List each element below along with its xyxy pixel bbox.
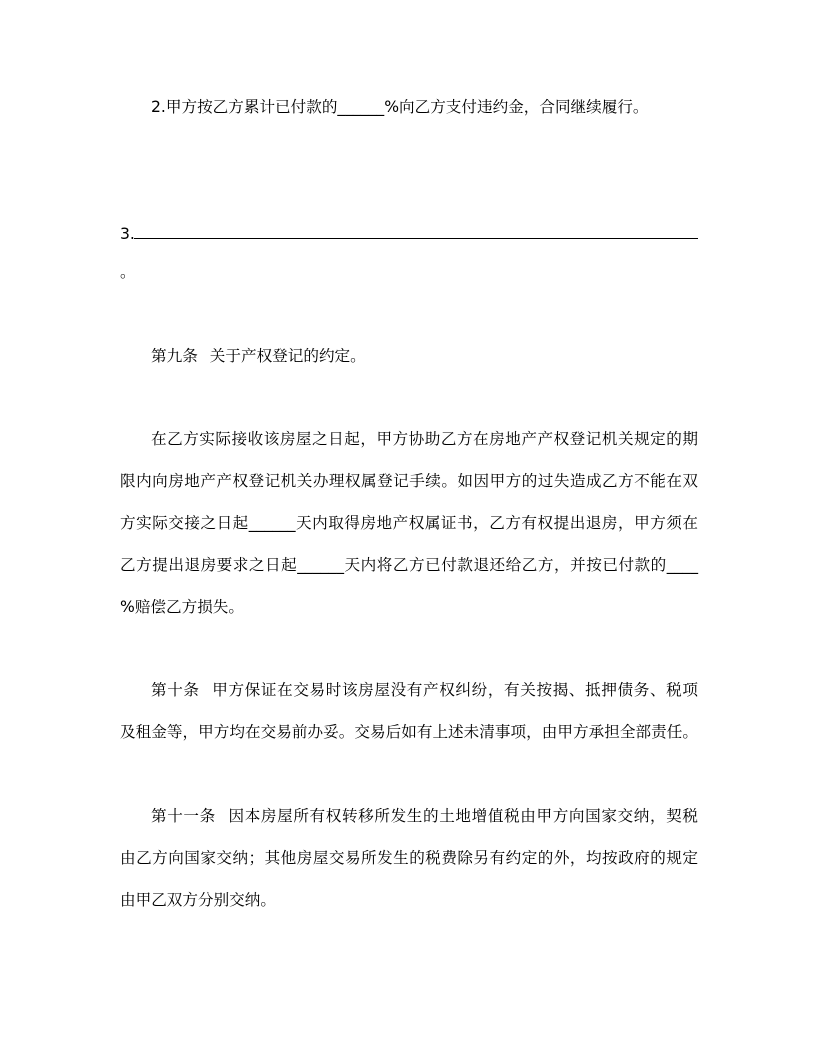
article-10-line: 及租金等，甲方均在交易前办妥。交易后如有上述未清事项，由甲方承担全部责任。 [120,723,698,741]
item-3-number: 3. [120,225,135,243]
article-9-line: 乙方提出退房要求之日起______天内将乙方已付款退还给乙方，并按已付款的____ [120,556,698,574]
article-9-line: 方实际交接之日起______天内取得房地产权属证书，乙方有权提出退房，甲方须在 [120,514,698,532]
article-11-line: 因本房屋所有权转移所发生的土地增值税由甲方向国家交纳，契税 [227,807,698,825]
article-10-line: 甲方保证在交易时该房屋没有产权纠纷，有关按揭、抵押债务、税项 [211,681,698,699]
article-11-line: 由乙方向国家交纳；其他房屋交易所发生的税费除另有约定的外，均按政府的规定 [120,849,698,867]
item-2-text: 2.甲方按乙方累计已付款的______%向乙方支付违约金，合同继续履行。 [151,98,649,116]
article-9-number: 第九条 [151,347,198,365]
article-11-number: 第十一条 [151,807,216,825]
article-9-line: %赔偿乙方损失。 [120,598,244,616]
article-10-number: 第十条 [151,681,200,699]
article-9-line: 限内向房地产产权登记机关办理权属登记手续。如因甲方的过失造成乙方不能在双 [120,472,698,490]
article-9-line: 在乙方实际接收该房屋之日起，甲方协助乙方在房地产产权登记机关规定的期 [151,430,698,448]
item-3-blank-line [134,238,698,239]
article-9-heading [151,346,698,366]
item-3-ending: 。 [120,263,136,281]
article-9-title: 关于产权登记的约定。 [209,347,366,365]
article-11-first-line [151,806,698,826]
article-10-first-line [151,680,698,700]
article-11-line: 由甲乙双方分别交纳。 [120,891,276,909]
